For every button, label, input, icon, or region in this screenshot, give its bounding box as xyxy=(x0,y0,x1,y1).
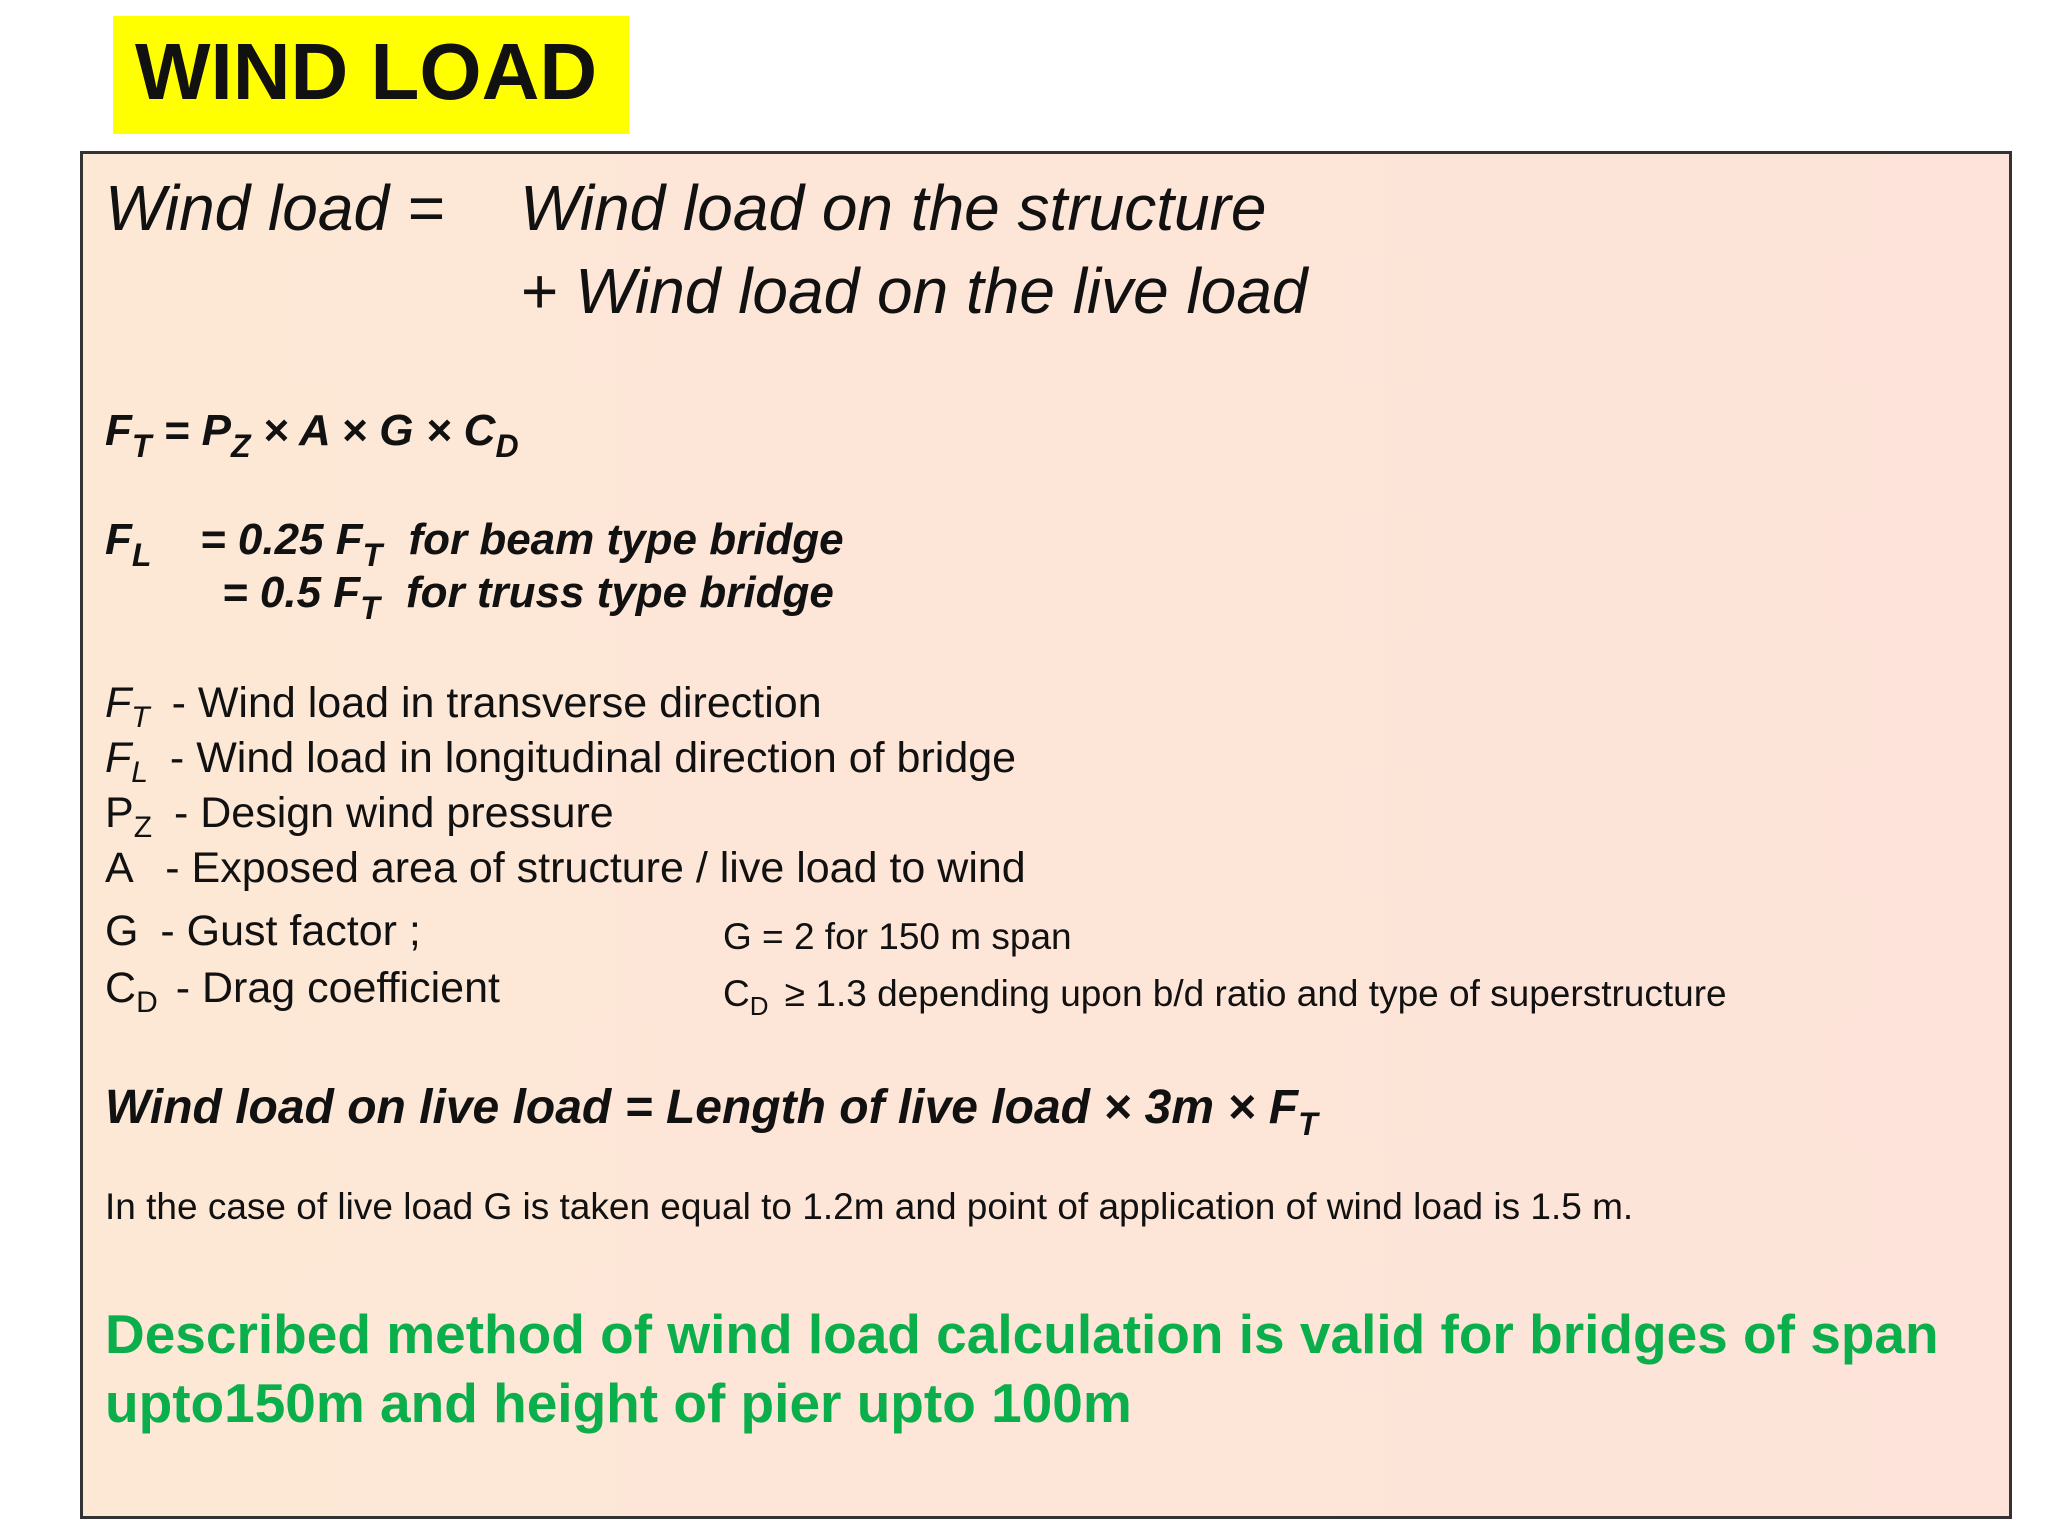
live-load-note: In the case of live load G is taken equal to 1.2m and point of application of wind load is 1.5 m. xyxy=(105,1186,1634,1227)
content-panel xyxy=(80,151,2012,1519)
definition-pz: $P_Z$ - Design wind pressure xyxy=(105,789,614,844)
definition-cd: $C_D$ - Drag coefficient xyxy=(105,964,500,1019)
validity-statement: Described method of wind load calculation is valid for bridges of span upto150m and height of pier upto 100m xyxy=(105,1303,1939,1434)
page-title: WIND LOAD xyxy=(135,27,598,116)
definition-a: A - Exposed area of structure / live load to wind xyxy=(105,844,1026,892)
formula-rhs-line2: + Wind load on the live load xyxy=(520,255,1308,327)
title-banner xyxy=(113,16,629,134)
drag-coefficient-note: $C_D \ge 1.3$ depending upon b/d ratio and type of superstructure xyxy=(723,973,1727,1021)
ft-equation: $F_T = P_Z \times A \times G \times C_D$ xyxy=(105,406,519,464)
formula-lhs: Wind load = xyxy=(105,172,445,244)
fl-equation-line2: = 0.5 $F_T$ for truss type bridge xyxy=(222,568,834,626)
gust-factor-note: G = 2 for 150 m span xyxy=(723,916,1072,957)
formula-rhs-line1: Wind load on the structure xyxy=(520,172,1267,244)
live-load-equation: Wind load on live load = Length of live load × $3m \times F_T$ xyxy=(105,1081,1318,1142)
definition-ft: $F_T$ - Wind load in transverse direction xyxy=(105,679,822,734)
definition-fl: $F_L$ - Wind load in longitudinal direction of bridge xyxy=(105,734,1017,789)
fl-equation-line1: = 0.25 $F_T$ for beam type bridge xyxy=(200,515,844,573)
definition-g: G - Gust factor ; xyxy=(105,907,421,955)
fl-symbol: $F_L$ xyxy=(105,515,152,573)
